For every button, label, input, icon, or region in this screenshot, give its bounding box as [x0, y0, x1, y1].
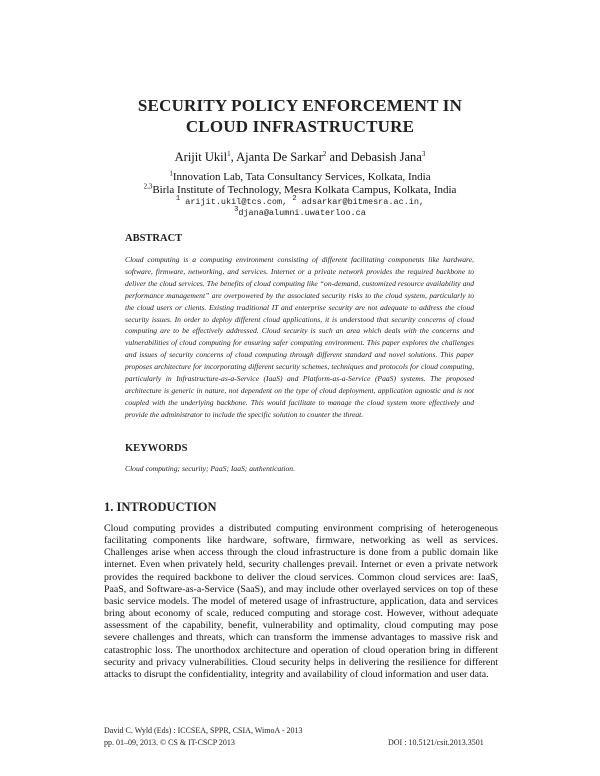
- email-2: adsarkar@bitmesra.ac.in,: [301, 197, 425, 207]
- affiliation-2-sup: 2,3: [143, 182, 153, 191]
- keywords-heading: KEYWORDS: [125, 443, 188, 454]
- section-1-text: Cloud computing provides a distributed computing environment comprising of heterogeneous facilitating components like hardware, software, firmware, networking as well as services. Challenges arise when access through the cloud infrastructure is done from a public domain like internet. Even when privately held, security challenges prevail. Internet or even a private network provides the required backbone to deliver the cloud services. Common cloud services are: IaaS, PaaS, and Software-as-a-Service (SaaS), and may include other overlayed services on top of these basic service models. The model of metered usage of infrastructure, application, data and services bring about economy of scale, reduced computing and storage cost. However, without adequate assessment of the capability, benefit, vulnerability and optimality, cloud computing may pose severe challenges and threats, which can transform the immense advantages to massive risk and catastrophic loss. The unorthodox architecture and operation of cloud operation bring in different security and privacy vulnerabilities. Cloud security helps in delivering the resilience for different attacks to disrupt the confidentiality, integrity and availability of cloud information and user data.: [104, 523, 498, 680]
- email-3: djana@alumni.uwaterloo.ca: [238, 208, 366, 218]
- email-line-2: [0, 208, 600, 218]
- footer-doi: DOI : 10.5121/csit.2013.3501: [388, 738, 484, 747]
- affiliation-2: [0, 184, 600, 196]
- abstract-text: Cloud computing is a computing environment consisting of different facilitating components like hardware, software, firmware, networking, and services. Internet or a private network provides the required backbone to deliver the cloud services. The benefits of cloud computing like “on-demand, customized resource availability and performance management” are overpowered by the associated security risks to the cloud system, particularly to the cloud users or clients. Existing traditional IT and enterprise security are not adequate to address the cloud security issues. In order to deploy different cloud applications, it is understood that security concerns of cloud computing are to be effectively addressed. Cloud security is such an area which deals with the concerns and vulnerabilities of cloud computing for ensuring safer computing environment. This paper explores the challenges and issues of security concerns of cloud computing through different standard and novel solutions. This paper proposes architecture for incorporating different security schemes, techniques and protocols for cloud computing, particularly in Infrastructure-as-a-Service (IaaS) and Platform-as-a-Service (PaaS) systems. The proposed architecture is generic in nature, not dependent on the type of cloud deployment, application agnostic and is not coupled with the underlying backbone. This would facilitate to manage the cloud system more effectively and provide the administrator to include the specific solution to counter the threat.: [125, 255, 474, 419]
- abstract-heading: ABSTRACT: [125, 233, 183, 244]
- author-3: and Debasish Jana: [326, 150, 422, 164]
- author-2: , Ajanta De Sarkar: [230, 150, 323, 164]
- footer-pages: pp. 01–09, 2013. © CS & IT-CSCP 2013: [104, 738, 235, 747]
- affiliation-2-text: Birla Institute of Technology, Mesra Kolkata Campus, Kolkata, India: [152, 184, 457, 196]
- author-list: [0, 150, 600, 165]
- affiliation-1: [0, 171, 600, 183]
- author-1: Arijit Ukil: [174, 150, 228, 164]
- affiliation-1-text: Innovation Lab, Tata Consultancy Services, Kolkata, India: [172, 171, 431, 183]
- section-1-heading: 1. INTRODUCTION: [104, 500, 217, 514]
- author-2-sup: 2: [322, 149, 327, 158]
- email-2-sup: 2: [292, 195, 297, 204]
- author-3-sup: 3: [421, 149, 426, 158]
- title-line-2: CLOUD INFRASTRUCTURE: [185, 117, 415, 136]
- email-3-sup: 3: [234, 206, 239, 215]
- keywords-text: Cloud computing; security; PaaS; IaaS; authentication.: [125, 464, 295, 473]
- author-1-sup: 1: [227, 149, 231, 158]
- affiliation-1-sup: 1: [169, 169, 173, 178]
- title-line-1: SECURITY POLICY ENFORCEMENT IN: [137, 96, 463, 115]
- email-1-sup: 1: [175, 195, 181, 204]
- email-line-1: [0, 197, 600, 207]
- footer-proceedings: David C. Wyld (Eds) : ICCSEA, SPPR, CSIA, WimoA - 2013: [104, 726, 303, 735]
- email-1: arijit.ukil@tcs.com,: [185, 197, 293, 207]
